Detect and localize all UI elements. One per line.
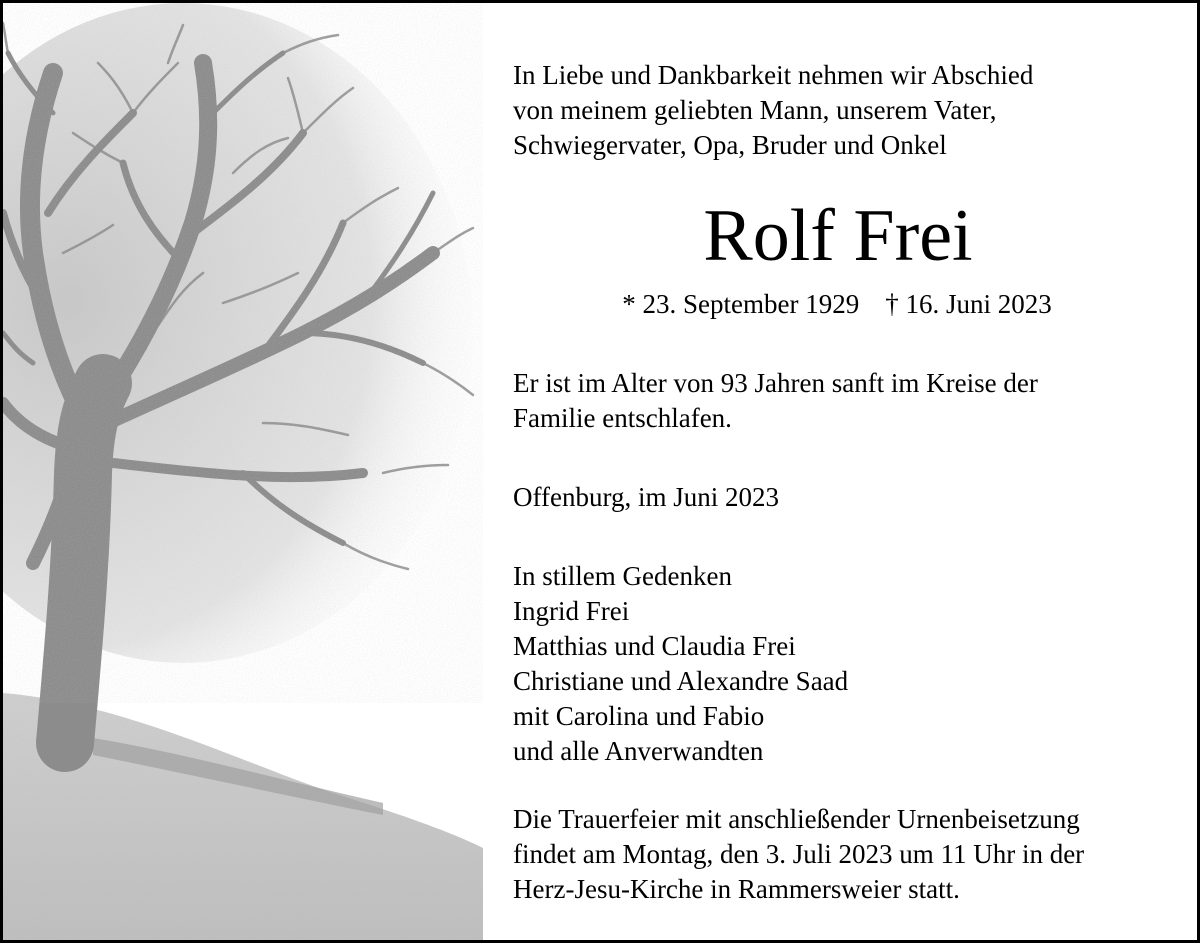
intro-line: Schwiegervater, Opa, Bruder und Onkel bbox=[513, 130, 947, 160]
intro-line: von meinem geliebten Mann, unserem Vater, bbox=[513, 95, 997, 125]
passing-paragraph bbox=[513, 366, 1173, 436]
funeral-paragraph bbox=[513, 802, 1173, 907]
funeral-line: findet am Montag, den 3. Juli 2023 um 11 Uhr in der bbox=[513, 839, 1085, 869]
mourners-list bbox=[513, 559, 1173, 769]
deceased-name: Rolf Frei bbox=[703, 195, 973, 277]
intro-line: In Liebe und Dankbarkeit nehmen wir Abschied bbox=[513, 60, 1034, 90]
passing-line: Familie entschlafen. bbox=[513, 403, 732, 433]
mourners-line: und alle Anverwandten bbox=[513, 736, 764, 766]
mourners-line: Matthias und Claudia Frei bbox=[513, 631, 796, 661]
birth-date: * 23. September 1929 bbox=[622, 289, 860, 319]
place-date bbox=[513, 480, 1173, 515]
tree-illustration bbox=[3, 3, 483, 940]
notice-text bbox=[513, 58, 1173, 907]
place-date-line: Offenburg, im Juni 2023 bbox=[513, 482, 779, 512]
funeral-line: Die Trauerfeier mit anschließender Urnenbeisetzung bbox=[513, 804, 1080, 834]
mourners-line: In stillem Gedenken bbox=[513, 561, 732, 591]
death-date: † 16. Juni 2023 bbox=[885, 289, 1052, 319]
funeral-line: Herz-Jesu-Kirche in Rammersweier statt. bbox=[513, 874, 960, 904]
mourners-line: Ingrid Frei bbox=[513, 596, 630, 626]
life-dates bbox=[501, 287, 1173, 322]
passing-line: Er ist im Alter von 93 Jahren sanft im Kreise der bbox=[513, 368, 1038, 398]
mourners-line: Christiane und Alexandre Saad bbox=[513, 666, 849, 696]
mourners-line: mit Carolina und Fabio bbox=[513, 701, 765, 731]
intro-paragraph bbox=[513, 58, 1173, 163]
